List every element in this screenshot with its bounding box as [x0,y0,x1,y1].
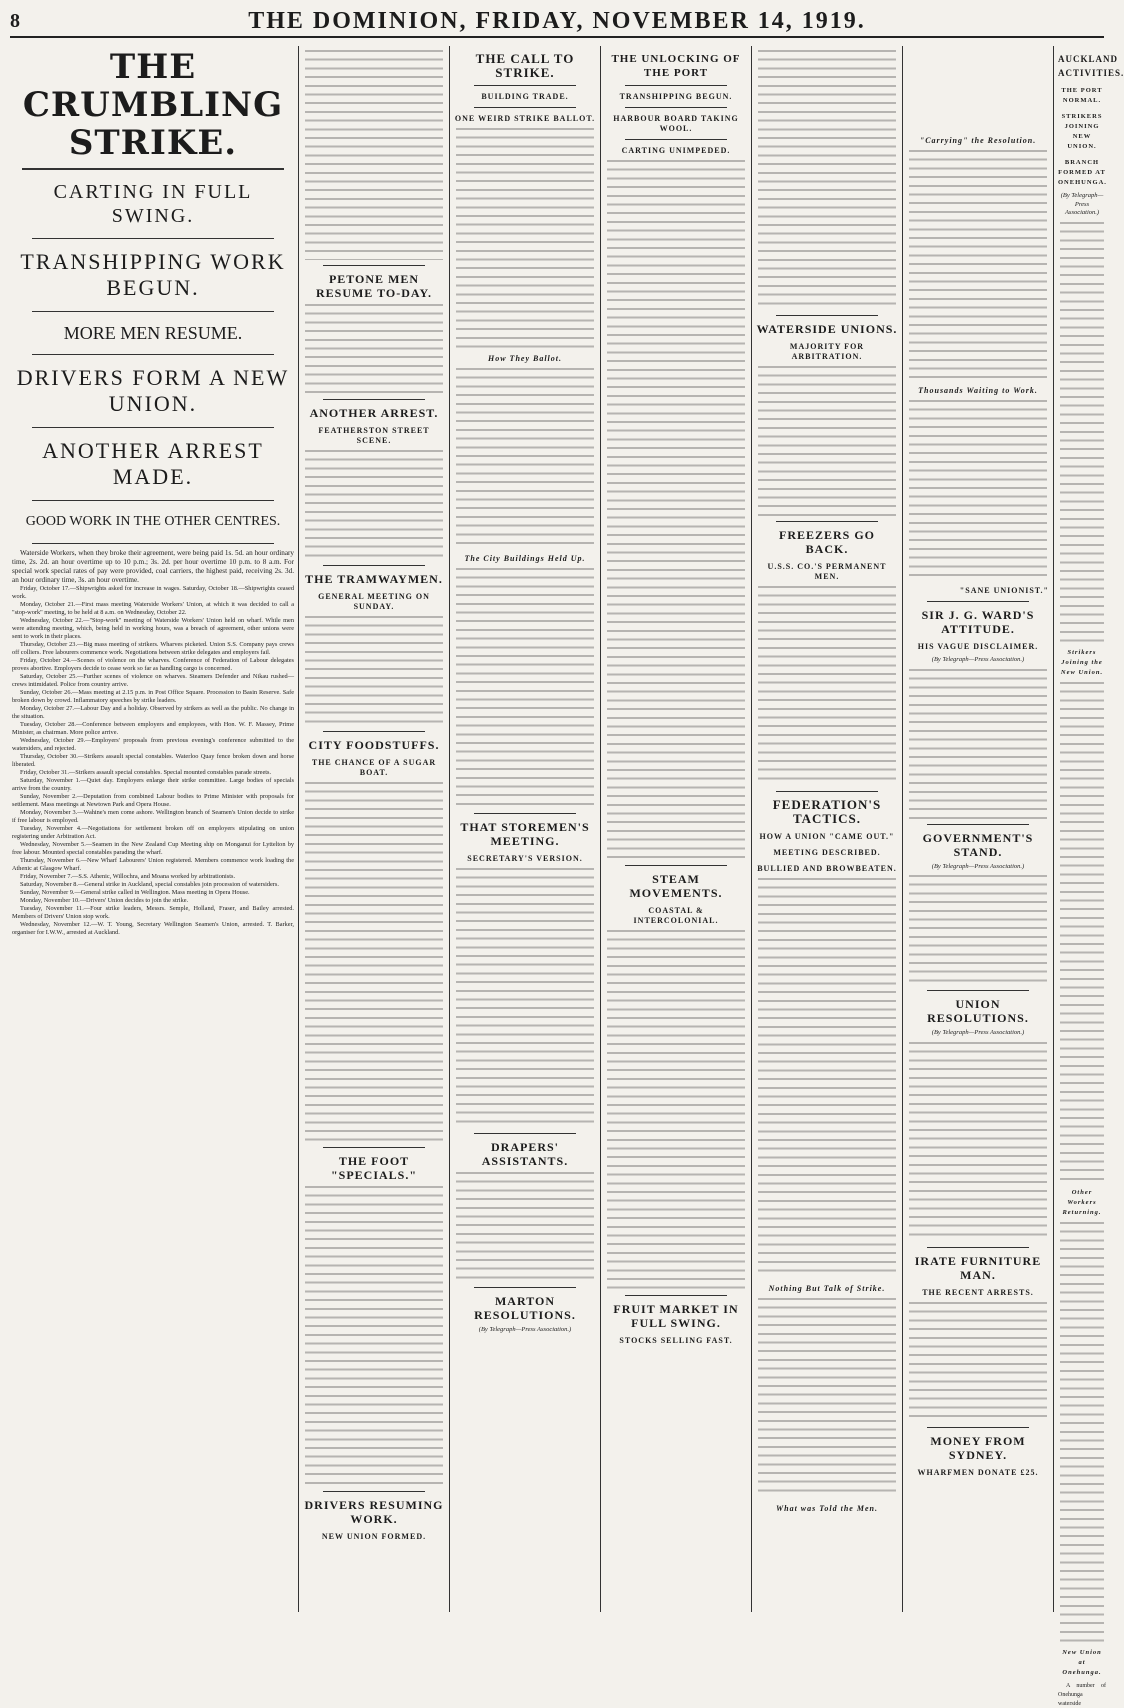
chronology-entry: Tuesday, November 4.—Negotiations for settlement broken off on employers stipulating on union registering under Arbitration Act. [12,825,294,840]
chronology-entry: Friday, November 7.—S.S. Athenic, Willochra, and Moana worked by arbitrationists. [20,873,236,880]
chronology-entry: Thursday, October 30.—Strikers assault special constables. Waterloo Quay fence broken down and horse liberated. [12,753,294,768]
section-headline: DRIVERS RESUMING WORK. [304,1498,444,1526]
section-headline: FREEZERS GO BACK. [778,528,876,556]
section-headline: UNION RESOLUTIONS. [927,997,1029,1026]
body-text [305,50,443,260]
section-headline: CITY FOODSTUFFS. [308,738,440,752]
chronology-entry: Sunday, November 9.—General strike called in Wellington. Mass meeting in Opera House. [20,889,250,896]
chronology-entry: Wednesday, October 29.—Employers' proposals from previous evening's conference submitted to the watersiders, and rejected. [12,737,294,752]
byline: (By Telegraph—Press Association.) [931,862,1025,870]
section-subheading: MEETING DESCRIBED. [773,848,881,857]
chronology-entry: Thursday, November 6.—New Wharf Labourers' Union registered. Members commence work loading the Athenic at Glasgow Wharf. [12,857,294,872]
chronology-entry: Monday, October 21.—First mass meeting Waterside Workers' Union, at which it was decided to call a "stop-work" meeting, to be held at 8 a.m. on Wednesday, October 22. [12,601,294,616]
chronology-entry: Monday, October 27.—Labour Day and a holiday. Observed by strikers as well as the public. No change in the situation. [12,705,294,720]
section-subheading: What was Told the Men. [776,1504,878,1513]
section-subheading: GENERAL MEETING ON SUNDAY. [318,592,430,611]
section-subheading: FEATHERSTON STREET SCENE. [318,426,430,445]
paragraph: A number of Onehunga waterside [1058,1683,1106,1707]
deck-headline: TRANSHIPPING WORK BEGUN. [20,249,286,300]
column-6 [903,46,1053,1612]
section-subheading: THE PORT NORMAL. [1061,87,1103,104]
section-subheading: TRANSHIPPING BEGUN. [619,92,733,101]
deck-headline: DRIVERS FORM A NEW UNION. [16,365,290,416]
column-3 [450,46,600,1612]
section-subheading: THE RECENT ARRESTS. [922,1288,1034,1298]
column-5 [752,46,902,1612]
divider [32,354,274,355]
letter-signature: "SANE UNIONIST." [959,586,1049,595]
column-lead-story [8,46,298,1612]
byline: (By Telegraph—Press Association.) [931,1029,1025,1037]
page-number: 8 [10,9,20,32]
section-subheading: CARTING UNIMPEDED. [621,146,731,155]
section-headline: THE FOOT "SPECIALS." [330,1154,417,1182]
section-headline: FEDERATION'S TACTICS. [772,797,882,826]
section-headline: AUCKLAND ACTIVITIES. [1058,54,1124,78]
chronology-entry: Sunday, October 26.—Mass meeting at 2.15 p.m. in Post Office Square. Procession to Basin Reserve. Safe broken down by crowd. Inflammatory speeches by strike leaders. [12,689,294,704]
divider [32,427,274,428]
chronology-entry: Wednesday, October 22.—"Stop-work" meeting of Waterside Workers' Union held on wharf. While men were attending meeting, which, being held in working hours, was a breach of agreement, other unions were sent to work in their places. [12,617,294,640]
chronology-entry: Friday, October 31.—Strikers assault special constables. Special mounted constables parade streets. [20,769,272,776]
chronology-entry: Saturday, November 1.—Quiet day. Employers enlarge their strike committee. Large bodies of specials arrive from the country. [12,777,294,792]
deck-headline: CARTING IN FULL SWING. [53,181,253,227]
section-subheading: MAJORITY FOR ARBITRATION. [789,342,865,361]
column-4 [601,46,751,1612]
chronology-entry: Tuesday, October 28.—Conference between employers and employees, with Hon. W. F. Massey, Prime Minister, as chairman. More police arrive. [12,721,294,736]
section-subheading: WHARFMEN DONATE £25. [917,1468,1039,1478]
chronology-entry: Thursday, October 23.—Big mass meeting of strikers. Wharves picketed. Union S.S. Company pays crews off colliers. Free labourers commence work. Negotiations between strike delegates and employers fail. [12,641,294,656]
section-subheading: HOW A UNION "CAME OUT." [759,832,895,841]
section-subheading: HARBOUR BOARD TAKING WOOL. [613,114,739,133]
section-subheading: NEW UNION FORMED. [321,1532,427,1541]
divider [32,311,274,312]
section-headline: GOVERNMENT'S STAND. [922,830,1034,859]
section-headline: SIR J. G. WARD'S ATTITUDE. [921,608,1035,636]
section-headline: IRATE FURNITURE MAN. [914,1254,1042,1283]
chronology-entry: Tuesday, November 11.—Four strike leaders, Messrs. Semple, Holland, Fraser, and Bailey arrested. Members of Drivers' Union stop work. [12,905,294,920]
section-subheading: U.S.S. CO.'S PERMANENT MEN. [767,562,887,581]
section-headline: DRAPERS' ASSISTANTS. [481,1140,569,1168]
deck-headline: GOOD WORK IN THE OTHER CENTRES. [25,514,281,529]
column-7 [1054,46,1124,1707]
section-subheading: New Union at Onehunga. [1062,1649,1102,1677]
section-subheading: "Carrying" the Resolution. [919,136,1037,145]
section-headline: THE CALL TO STRIKE. [475,51,575,80]
section-subheading: Thousands Waiting to Work. [918,386,1038,395]
section-subheading: STRIKERS JOINING NEW UNION. [1061,113,1103,150]
byline: (By Telegraph—Press Association.) [931,656,1025,663]
section-subheading: How They Ballot. [488,354,562,363]
deck-headline: ANOTHER ARREST MADE. [42,438,264,489]
section-headline: ANOTHER ARREST. [309,406,439,420]
section-subheading: BULLIED AND BROWBEATEN. [757,864,897,873]
byline: (By Telegraph—Press Association.) [478,1326,572,1333]
section-subheading: Strikers Joining the New Union. [1060,649,1104,677]
section-subheading: The City Buildings Held Up. [464,554,586,563]
section-subheading: Nothing But Talk of Strike. [768,1284,886,1293]
section-subheading: ONE WEIRD STRIKE BALLOT. [454,114,596,123]
section-headline: THAT STOREMEN'S MEETING. [460,820,590,848]
deck-headline: MORE MEN RESUME. [63,323,243,343]
chronology-entry: Wednesday, November 12.—W. T. Young, Secretary Wellington Seamen's Union, arrested. T. Barker, organiser for I.W.W., arrested at Auckland. [12,921,294,936]
chronology-entry: Sunday, November 2.—Deputation from combined Labour bodies to Prime Minister with proposals for settlement. Mass meetings at Newtown Park and Opera House. [12,793,294,808]
section-headline: THE TRAMWAYMEN. [305,572,443,586]
chronology-entry: Friday, October 17.—Shipwrights asked for increase in wages. Saturday, October 18.—Shipwrights ceased work. [12,585,294,600]
divider [32,500,274,501]
section-subheading: Other Workers Returning. [1062,1189,1102,1217]
section-subheading: SECRETARY'S VERSION. [467,854,583,863]
section-headline: WATERSIDE UNIONS. [756,322,898,336]
section-subheading: STOCKS SELLING FAST. [619,1336,733,1345]
lead-paragraph: Waterside Workers, when they broke their agreement, were being paid 1s. 5d. an hour ordinary time, 2s. 2d. an hour overtime up to 10 p.m.; 3s. 2d. per hour overtime 10 p.m. to 8 a.m. For special work special rates of pay were provided, coal carriers, the highest paid, receiving 2s. 3d. an hour ordinary time, 3s. an hour overtime. [12,549,294,584]
section-headline: MONEY FROM SYDNEY. [930,1434,1026,1463]
section-headline: MARTON RESOLUTIONS. [474,1294,576,1322]
section-headline: THE UNLOCKING OF THE PORT [611,53,741,79]
chronology-entry: Saturday, October 25.—Further scenes of violence on wharves. Steamers Defender and Nikau rushed—crews intimidated. Police from country arrive. [12,673,294,688]
section-subheading: BUILDING TRADE. [481,92,569,101]
chronology-entry: Friday, October 24.—Scenes of violence on the wharves. Conference of Federation of Labour delegates proves abortive. Employers decide to cease work so far as handling cargo is concerned. [12,657,294,672]
chronology-entry: Saturday, November 8.—General strike in Auckland, special constables join procession of watersiders. [20,881,279,888]
section-headline: PETONE MEN RESUME TO-DAY. [315,272,433,300]
section-subheading: HIS VAGUE DISCLAIMER. [917,642,1039,651]
section-headline: FRUIT MARKET IN FULL SWING. [613,1302,739,1330]
byline: (By Telegraph—Press Association.) [1060,192,1104,217]
column-2 [299,46,449,1612]
section-headline: STEAM MOVEMENTS. [629,872,723,900]
section-subheading: BRANCH FORMED AT ONEHUNGA. [1058,159,1107,186]
divider [22,168,284,170]
divider [32,543,274,544]
masthead [10,6,1104,38]
divider [32,238,274,239]
chronology-entry: Monday, November 10.—Drivers' Union decides to join the strike. [20,897,189,904]
chronology-entry: Wednesday, November 5.—Seamen in the New Zealand Cup Meeting ship on Monganui for Lyttelton by free labour. Mounted special constables parading the wharf. [12,841,294,856]
section-subheading: THE CHANCE OF A SUGAR BOAT. [311,758,437,777]
main-headline: THE CRUMBLING STRIKE. [22,47,284,163]
section-subheading: COASTAL & INTERCOLONIAL. [633,906,719,925]
chronology-entry: Monday, November 3.—Wahine's men come ashore. Wellington branch of Seamen's Union decide to strike if free labour is employed. [12,809,294,824]
newspaper-title-date: THE DOMINION, FRIDAY, NOVEMBER 14, 1919. [248,7,866,34]
